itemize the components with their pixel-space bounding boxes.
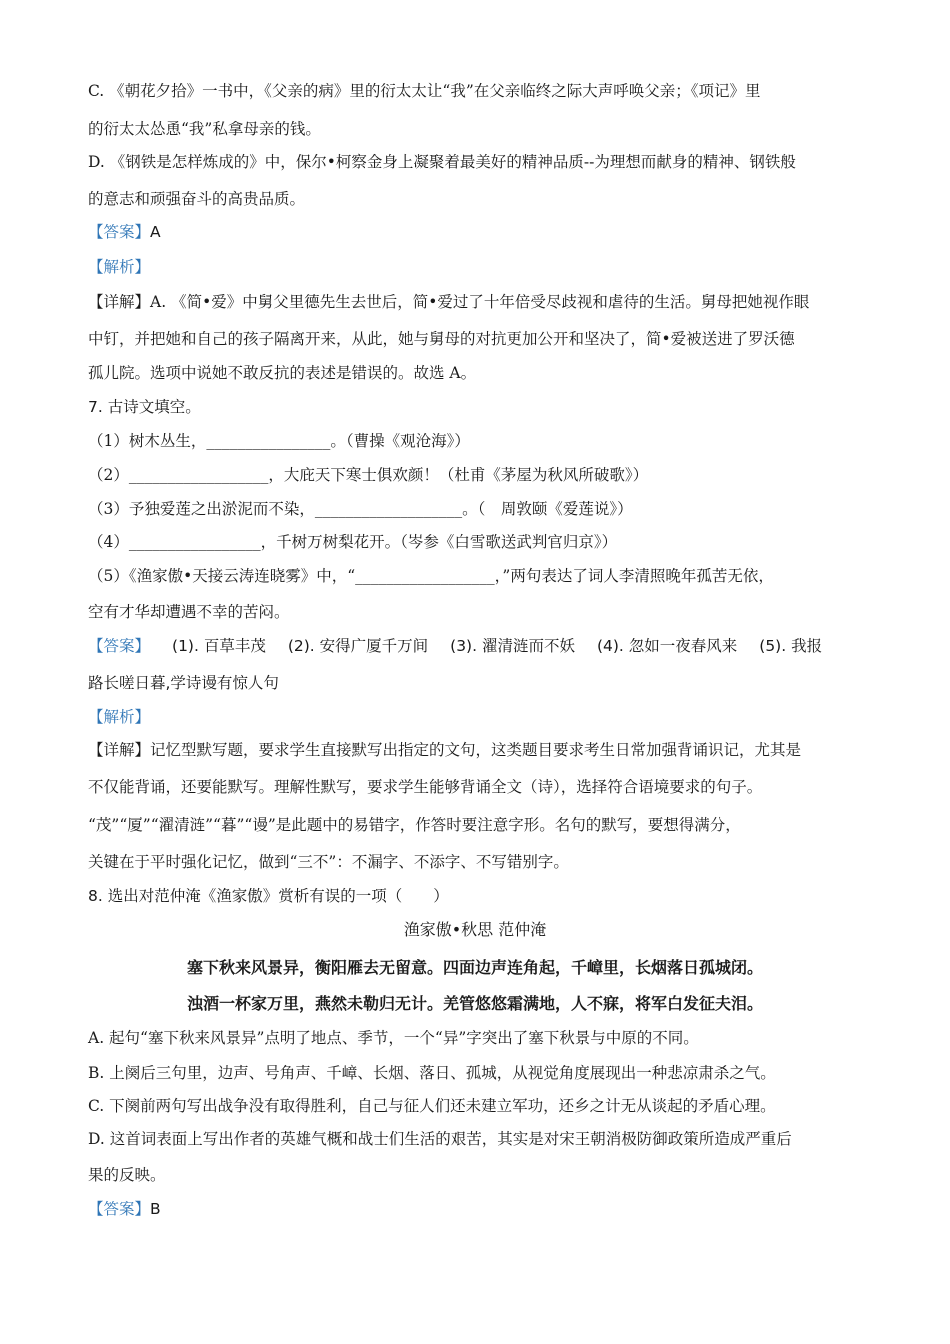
answer-tag: 【答案】 [88,637,151,655]
q7-detail-line4: 关键在于平时强化记忆，做到“三不”：不漏字、不添字、不写错别字。 [88,853,569,871]
q6-option-d-line2: 的意志和顽强奋斗的高贵品质。 [88,190,306,208]
q7-detail-line1 [88,739,801,761]
q6-answer [88,221,161,243]
q8-option-a: A. 起句“塞下秋来风景异”点明了地点、季节，一个“异”字突出了塞下秋景与中原的不同。 [88,1029,699,1047]
q7-detail-line2: 不仅能背诵，还要能默写。理解性默写，要求学生能够背诵全文（诗），选择符合语境要求的句子。 [88,778,763,796]
answer-item-5: (5). 我报 [759,637,823,655]
q7-analysis-tag: 【解析】 [88,708,151,726]
poem-line-2: 浊酒一杯家万里，燕然未勒归无计。羌管悠悠霜满地，人不寐，将军白发征夫泪。 [186,994,763,1013]
q8-option-b: B. 上阕后三句里，边声、号角声、千嶂、长烟、落日、孤城，从视觉角度展现出一种悲凉肃杀之气。 [88,1064,776,1082]
detail-tag: 【详解】 [88,741,151,759]
answer-tag: 【答案】 [88,1200,151,1218]
q6-option-d-line1: D. 《钢铁是怎样炼成的》中，保尔•柯察金身上凝聚着最美好的精神品质--为理想而献身的精神、钢铁般 [88,153,796,171]
detail-text: A. 《简•爱》中舅父里德先生去世后，简•爱过了十年倍受尽歧视和虐待的生活。舅母把她视作眼 [150,293,810,311]
q7-item-4: （4）_________________，千树万树梨花开。（岑参《白雪歌送武判官归京》） [88,533,618,551]
q8-option-d-line2: 果的反映。 [88,1166,166,1184]
answer-item-4: (4). 忽如一夜春风来 [596,637,738,655]
answer-tag: 【答案】 [88,223,151,241]
q6-option-c-line1: C. 《朝花夕拾》一书中，《父亲的病》里的衍太太让“我”在父亲临终之际大声呼唤父亲；《项记》里 [88,82,761,100]
q7-item-5-line1: （5）《渔家傲•天接云涛连晓雾》中，“__________________，”两句表达了词人李清照晚年孤苦无依， [88,567,774,585]
answer-item-3: (3). 濯清涟而不妖 [450,637,575,655]
q7-item-3: （3）予独爱莲之出淤泥而不染，___________________。（ 周敦颐《爱莲说》） [88,500,633,518]
q7-answer-line2: 路长嗟日暮,学诗谩有惊人句 [88,674,279,692]
q8-stem: 8. 选出对范仲淹《渔家傲》赏析有误的一项（ ） [88,887,449,905]
detail-text: 记忆型默写题，要求学生直接默写出指定的文句，这类题目要求考生日常加强背诵识记，尤其是 [150,741,802,759]
q8-answer [88,1198,161,1220]
detail-tag: 【详解】 [88,293,151,311]
q8-option-c: C. 下阕前两句写出战争没有取得胜利，自己与征人们还未建立军功，还乡之计无从谈起的矛盾心理。 [88,1097,776,1115]
q7-item-1: （1）树木丛生，________________。（曹操《观沧海》） [88,432,470,450]
answer-item-1: (1). 百草丰茂 [172,637,266,655]
q7-stem: 7. 古诗文填空。 [88,398,201,416]
q6-option-c-line2: 的衍太太怂恿“我”私拿母亲的钱。 [88,120,321,138]
q6-detail-line2: 中钉，并把她和自己的孩子隔离开来，从此，她与舅母的对抗更加公开和坚决了，简•爱被送进了罗沃德 [88,330,795,348]
answer-value: A [150,223,161,241]
q6-analysis-tag: 【解析】 [88,258,151,276]
q8-option-d-line1: D. 这首词表面上写出作者的英雄气概和战士们生活的艰苦，其实是对宋王朝消极防御政策所造成严重后 [88,1130,792,1148]
q7-item-2: （2）__________________，大庇天下寒士俱欢颜！（杜甫《茅屋为秋风所破歌》） [88,466,649,484]
q7-item-5-line2: 空有才华却遭遇不幸的苦闷。 [88,603,290,621]
q7-answer-line1 [88,635,822,657]
answer-value: B [150,1200,161,1218]
q6-detail-line1 [88,291,809,313]
q7-detail-line3: “茂”“厦”“濯清涟”“暮”“谩”是此题中的易错字，作答时要注意字形。名句的默写，要想得满分， [88,816,741,834]
poem-line-1: 塞下秋来风景异，衡阳雁去无留意。四面边声连角起，千嶂里，长烟落日孤城闭。 [186,958,763,977]
answer-item-2: (2). 安得广厦千万间 [287,637,429,655]
poem-title: 渔家傲•秋思 范仲淹 [403,920,547,939]
q6-detail-line3: 孤儿院。选项中说她不敢反抗的表述是错误的。故选 A。 [88,364,477,382]
